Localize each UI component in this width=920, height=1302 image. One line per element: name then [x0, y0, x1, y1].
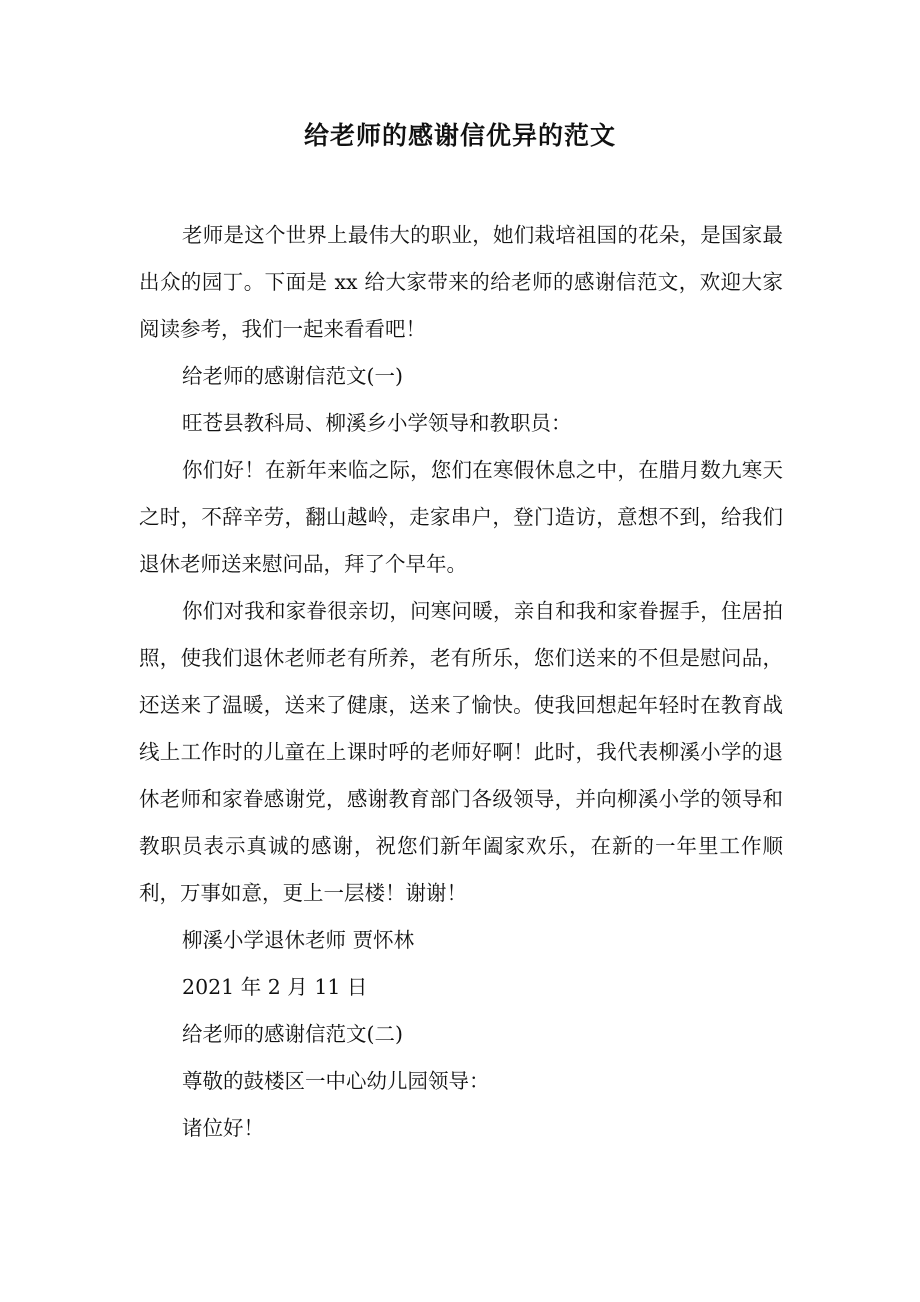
- letter-signature: 柳溪小学退休老师 贾怀林: [182, 928, 415, 952]
- document-body: [139, 212, 783, 1152]
- letter-salutation-2: 尊敬的鼓楼区一中心幼儿园领导：: [182, 1069, 490, 1093]
- section-heading-2: 给老师的感谢信范文(二): [182, 1022, 404, 1046]
- letter-paragraph: 你们对我和家眷很亲切，问寒问暖，亲自和我和家眷握手，住居拍照，使我们退休老师老有所养，老有所乐，您们送来的不但是慰问品，还送来了温暖，送来了健康，送来了愉快。使我回想起年轻时在教育战线上工作时的儿童在上课时呼的老师好啊！此时，我代表柳溪小学的退休老师和家眷感谢党，感谢教育部门各级领导，并向柳溪小学的领导和教职员表示真诚的感谢，祝您们新年阖家欢乐，在新的一年里工作顺利，万事如意，更上一层楼！谢谢！: [139, 599, 783, 905]
- letter-paragraph: 你们好！在新年来临之际，您们在寒假休息之中，在腊月数九寒天之时，不辞辛劳，翻山越岭，走家串户，登门造访，意想不到，给我们退休老师送来慰问品，拜了个早年。: [139, 458, 783, 576]
- section-heading-1: 给老师的感谢信范文(一): [182, 364, 404, 388]
- letter-greeting: 诸位好！: [182, 1116, 265, 1140]
- letter-salutation-1: 旺苍县教科局、柳溪乡小学领导和教职员：: [182, 411, 572, 435]
- document-title: 给老师的感谢信优异的范文: [303, 121, 616, 150]
- letter-date: 2021 年 2 月 11 日: [182, 975, 368, 999]
- paragraph-intro: 老师是这个世界上最伟大的职业，她们栽培祖国的花朵，是国家最出众的园丁。下面是 xx 给大家带来的给老师的感谢信范文，欢迎大家阅读参考，我们一起来看看吧！: [139, 223, 783, 341]
